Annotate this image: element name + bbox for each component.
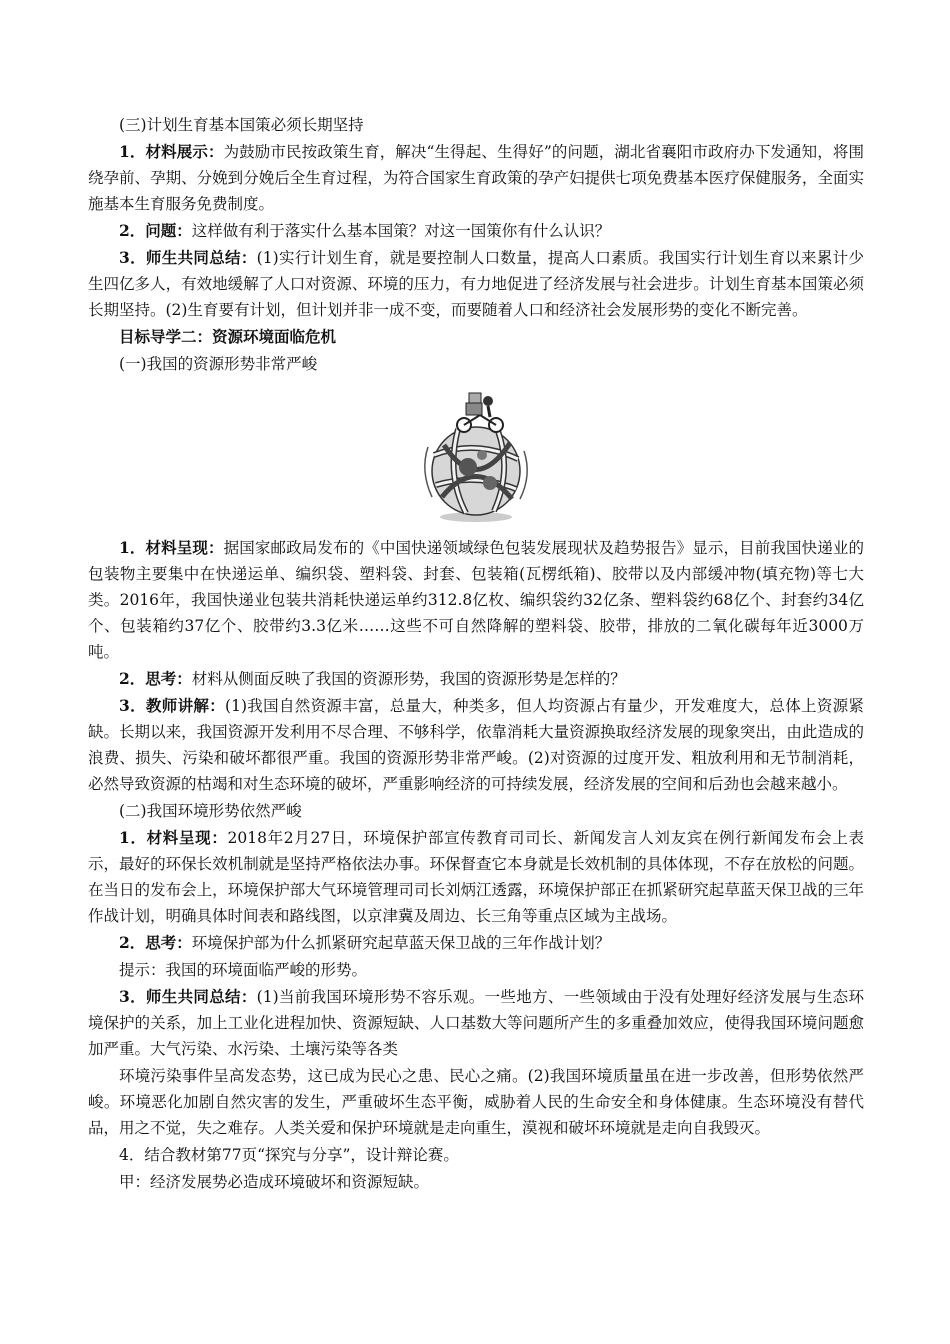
label-environment-material: 1．材料呈现： <box>119 828 228 847</box>
section-heading-resources: (一)我国的资源形势非常严峻 <box>119 355 318 373</box>
label-resource-think: 2．思考： <box>119 669 192 688</box>
text-resource-material: 据国家邮政局发布的《中国快递领域绿色包装发展现状及趋势报告》显示，目前我国快递业的包装物主要集中在快递运单、编织袋、塑料袋、封套、包装箱(瓦楞纸箱)、胶带以及内部缓冲物(填充物)等七大类。2016年，我国快递业包装共消耗快递运单约312.8亿枚、编织袋约32亿条、塑料袋约68亿个、封套约34亿个、包装箱约37亿个、胶带约3.3亿米……这些不可自然降解的塑料袋、胶带，排放的二氧化碳每年近3000万吨。 <box>88 539 864 661</box>
paragraph-summary-family-planning <box>88 245 864 323</box>
text-teacher-explain: (1)我国自然资源丰富，总量大，种类多，但人均资源占有量少，开发难度大，总体上资源紧缺。长期以来，我国资源开发利用不尽合理、不够科学，依靠消耗大量资源换取经济发展的现象突出，由此造成的浪费、损失、污染和破坏都很严重。我国的资源形势非常严峻。(2)对资源的过度开发、粗放利用和无节制消耗，必然导致资源的枯竭和对生态环境的破坏，严重影响经济的可持续发展，经济发展的空间和后劲也会越来越小。 <box>88 697 864 793</box>
label-material-display: 1．材料展示： <box>119 142 224 161</box>
paragraph-hint: 提示：我国的环境面临严峻的形势。 <box>119 961 368 979</box>
paragraph-environment-think <box>88 930 864 956</box>
text-environment-material: 2018年2月27日，环境保护部宣传教育司司长、新闻发言人刘友宾在例行新闻发布会上表示，最好的环保长效机制就是坚持严格依法办事。环保督查它本身就是长效机制的具体体现，不存在放松的问题。在当日的发布会上，环境保护部大气环境管理司司长刘炳江透露，环境保护部正在抓紧研究起草蓝天保卫战的三年作战计划，明确具体时间表和路线图，以京津冀及周边、长三角等重点区域为主战场。 <box>88 829 864 925</box>
label-question: 2．问题： <box>119 221 192 240</box>
paragraph-environment-material <box>88 825 864 929</box>
paragraph-resource-think <box>88 666 864 692</box>
paragraph-environment-summary-continued: 环境污染事件呈高发态势，这已成为民心之患、民心之痛。(2)我国环境质量虽在进一步改善，但形势依然严峻。环境恶化加剧自然灾害的发生，严重破坏生态平衡，威胁着人民的生命安全和身体健康。生态环境没有替代品，用之不觉，失之难存。人类关爱和保护环境就是走向重生，漠视和破坏环境就是走向自我毁灭。 <box>88 1067 864 1137</box>
label-environment-think: 2．思考： <box>119 933 192 952</box>
text-environment-think: 环境保护部为什么抓紧研究起草蓝天保卫战的三年作战计划？ <box>191 934 611 952</box>
label-teacher-explain: 3．教师讲解： <box>119 696 226 715</box>
paragraph-teacher-explain <box>88 693 864 797</box>
paragraph-environment-summary <box>88 984 864 1062</box>
text-material-display: 为鼓励市民按政策生育，解决“生得起、生得好”的问题，湖北省襄阳市政府办下发通知，将围绕孕前、孕期、分娩到分娩后全生育过程，为符合国家生育政策的孕产妇提供七项免费基本医疗保健服务，全面实施基本生育服务免费制度。 <box>88 143 864 213</box>
label-summary: 3．师生共同总结： <box>119 248 257 267</box>
document-page <box>88 112 864 1196</box>
globe-tied-with-packaging-tape-icon <box>406 385 546 525</box>
label-resource-material: 1．材料呈现： <box>119 538 224 557</box>
section-heading-environment: (二)我国环境形势依然严峻 <box>119 802 302 820</box>
text-question: 这样做有利于落实什么基本国策？对这一国策你有什么认识？ <box>191 222 611 240</box>
paragraph-debate-task: 4．结合教材第77页“探究与分享”，设计辩论赛。 <box>119 1146 459 1164</box>
label-environment-summary: 3．师生共同总结： <box>119 987 257 1006</box>
paragraph-material-display <box>88 139 864 217</box>
text-environment-summary: (1)当前我国环境形势不容乐观。一些地方、一些领域由于没有处理好经济发展与生态环境保护的关系，加上工业化进程加快、资源短缺、人口基数大等问题所产生的多重叠加效应，使得我国环境问题愈加严重。大气污染、水污染、土壤污染等各类 <box>88 988 864 1058</box>
text-summary: (1)实行计划生育，就是要控制人口数量，提高人口素质。我国实行计划生育以来累计少生四亿多人，有效地缓解了人口对资源、环境的压力，有力地促进了经济发展与社会进步。计划生育基本国策必须长期坚持。(2)生育要有计划，但计划并非一成不变，而要随着人口和经济社会发展形势的变化不断完善。 <box>88 249 864 319</box>
goal-heading-resources-environment: 目标导学二：资源环境面临危机 <box>119 327 337 346</box>
paragraph-resource-material <box>88 535 864 665</box>
illustration-globe-packaging <box>88 385 864 525</box>
text-resource-think: 材料从侧面反映了我国的资源形势，我国的资源形势是怎样的？ <box>191 670 626 688</box>
paragraph-question <box>88 218 864 244</box>
paragraph-debate-side-a: 甲：经济发展势必造成环境破坏和资源短缺。 <box>119 1173 430 1191</box>
section-heading-family-planning: (三)计划生育基本国策必须长期坚持 <box>119 116 364 134</box>
